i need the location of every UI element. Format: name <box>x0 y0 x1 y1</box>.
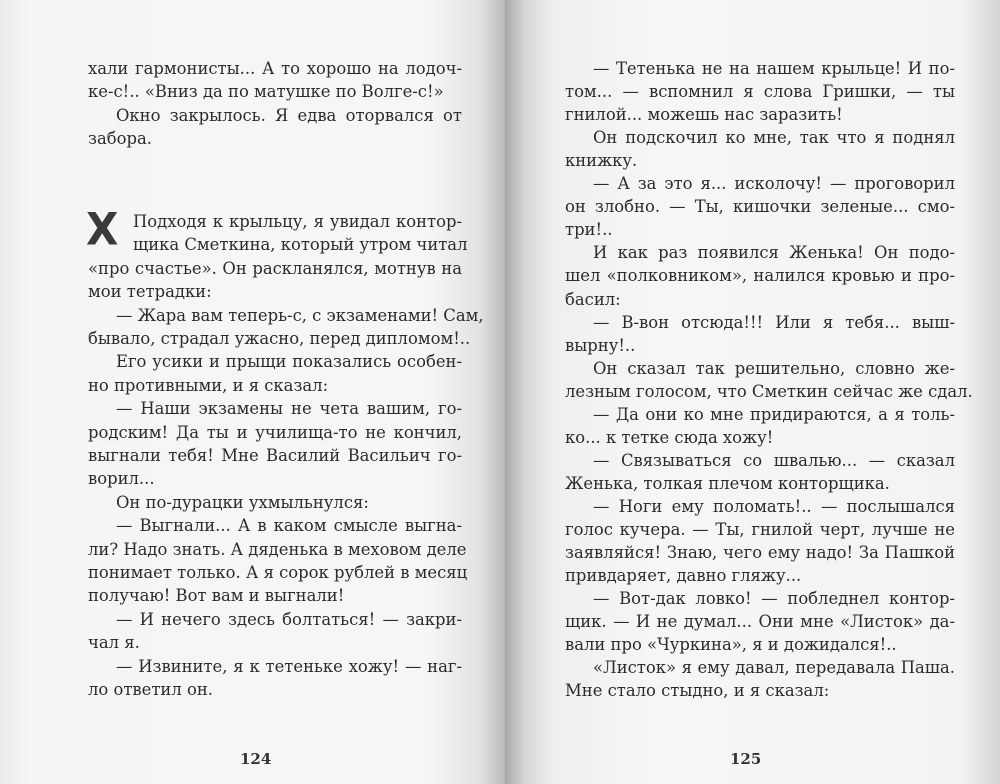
text-line: щик. — И не думал... Они мне «Листок» да- <box>565 612 955 632</box>
text-line: ворил... <box>88 469 155 489</box>
right-page <box>505 0 1000 784</box>
page-number: 124 <box>240 750 272 768</box>
text-line: гнилой... можешь нас заразить! <box>565 105 843 125</box>
text-line: — Ноги ему поломать!.. — послышался <box>593 496 955 516</box>
text-line: ко... к тетке сюда хожу! <box>565 427 774 447</box>
text-line: забора. <box>88 129 152 149</box>
text-line: ке-с!.. «Вниз да по матушке по Волге-с!» <box>88 82 444 102</box>
text-line: понимает только. А я сорок рублей в месяц <box>88 563 468 582</box>
text-line: выгнали тебя! Мне Василий Васильич го- <box>88 446 462 465</box>
text-line: Его усики и прыщи показались особен- <box>116 352 462 372</box>
text-line: книжку. <box>565 151 638 171</box>
text-line: — Связываться со швалью... — сказал <box>593 450 955 470</box>
text-line: «Листок» я ему давал, передавала Паша. <box>593 658 955 678</box>
text-line: но противными, и я сказал: <box>88 375 329 395</box>
text-line: получаю! Вот вам и выгнали! <box>88 586 345 606</box>
text-line: голос кучера. — Ты, гнилой черт, лучше не <box>565 520 955 539</box>
text-line: И как раз появился Женька! Он подо- <box>593 243 955 263</box>
text-line: басил: <box>565 289 621 309</box>
text-line: — А за это я... исколочу! — проговорил <box>593 174 955 194</box>
text-line: ло ответил он. <box>88 680 213 699</box>
text-line: привдаряет, давно гляжу... <box>565 566 802 586</box>
text-line: мои тетрадки: <box>88 282 212 302</box>
text-line: — В-вон отсюда!!! Или я тебя... выш- <box>593 312 955 332</box>
text-line: «про счастье». Он раскланялся, мотнув на <box>88 258 462 278</box>
text-line: — Тетенька не на нашем крыльце! И по- <box>593 59 955 78</box>
text-line: родским! Да ты и училища-то не кончил, <box>88 422 462 442</box>
text-line: он злобно. — Ты, кишочки зеленые... смо- <box>565 197 955 217</box>
text-line: бывало, страдал ужасно, перед дипломом!.. <box>88 329 471 348</box>
text-line: — Да они ко мне придираются, а я толь- <box>593 404 955 424</box>
text-line: — Наши экзамены не чета вашим, го- <box>116 399 462 419</box>
text-line: хали гармонисты... А то хорошо на лодоч- <box>88 59 462 78</box>
text-line: шел «полковником», налился кровью и про- <box>565 266 955 286</box>
text-line: Он по-дурацки ухмыльнулся: <box>116 492 369 512</box>
drop-cap: Х <box>86 203 119 256</box>
text-line: Подходя к крыльцу, я увидал контор- <box>133 212 462 231</box>
text-line: Он подскочил ко мне, так что я поднял <box>593 128 955 148</box>
text-line: — Извините, я к тетеньке хожу! — наг- <box>116 656 462 676</box>
text-line: том... — вспомнил я слова Гришки, — ты <box>565 82 955 102</box>
text-line: — И нечего здесь болтаться! — закри- <box>116 609 462 629</box>
text-line: — Жара вам теперь-с, с экзаменами! Сам, <box>116 305 484 325</box>
page-number: 125 <box>730 750 762 768</box>
text-line: Окно закрылось. Я едва оторвался от <box>116 105 462 125</box>
text-line: чал я. <box>88 633 140 653</box>
text-line: щика Сметкина, который утром читал <box>133 235 468 255</box>
text-line: Он сказал так решительно, словно же- <box>593 358 955 378</box>
text-line: три!.. <box>565 220 613 240</box>
text-line: вырну!.. <box>565 335 636 355</box>
text-line: лезным голосом, что Сметкин сейчас же сдал. <box>565 381 973 401</box>
text-line: — Вот-дак ловко! — побледнел контор- <box>593 589 955 609</box>
text-line: заявляйся! Знаю, чего ему надо! За Пашкой <box>565 543 955 563</box>
text-line: ли? Надо знать. А дяденька в меховом деле <box>88 539 467 559</box>
text-line: вали про «Чуркина», я и дожидался!.. <box>565 635 897 655</box>
text-line: Мне стало стыдно, и я сказал: <box>565 681 830 701</box>
text-line: — Выгнали... А в каком смысле выгна- <box>116 516 462 536</box>
text-line: Женька, толкая плечом конторщика. <box>565 473 890 493</box>
